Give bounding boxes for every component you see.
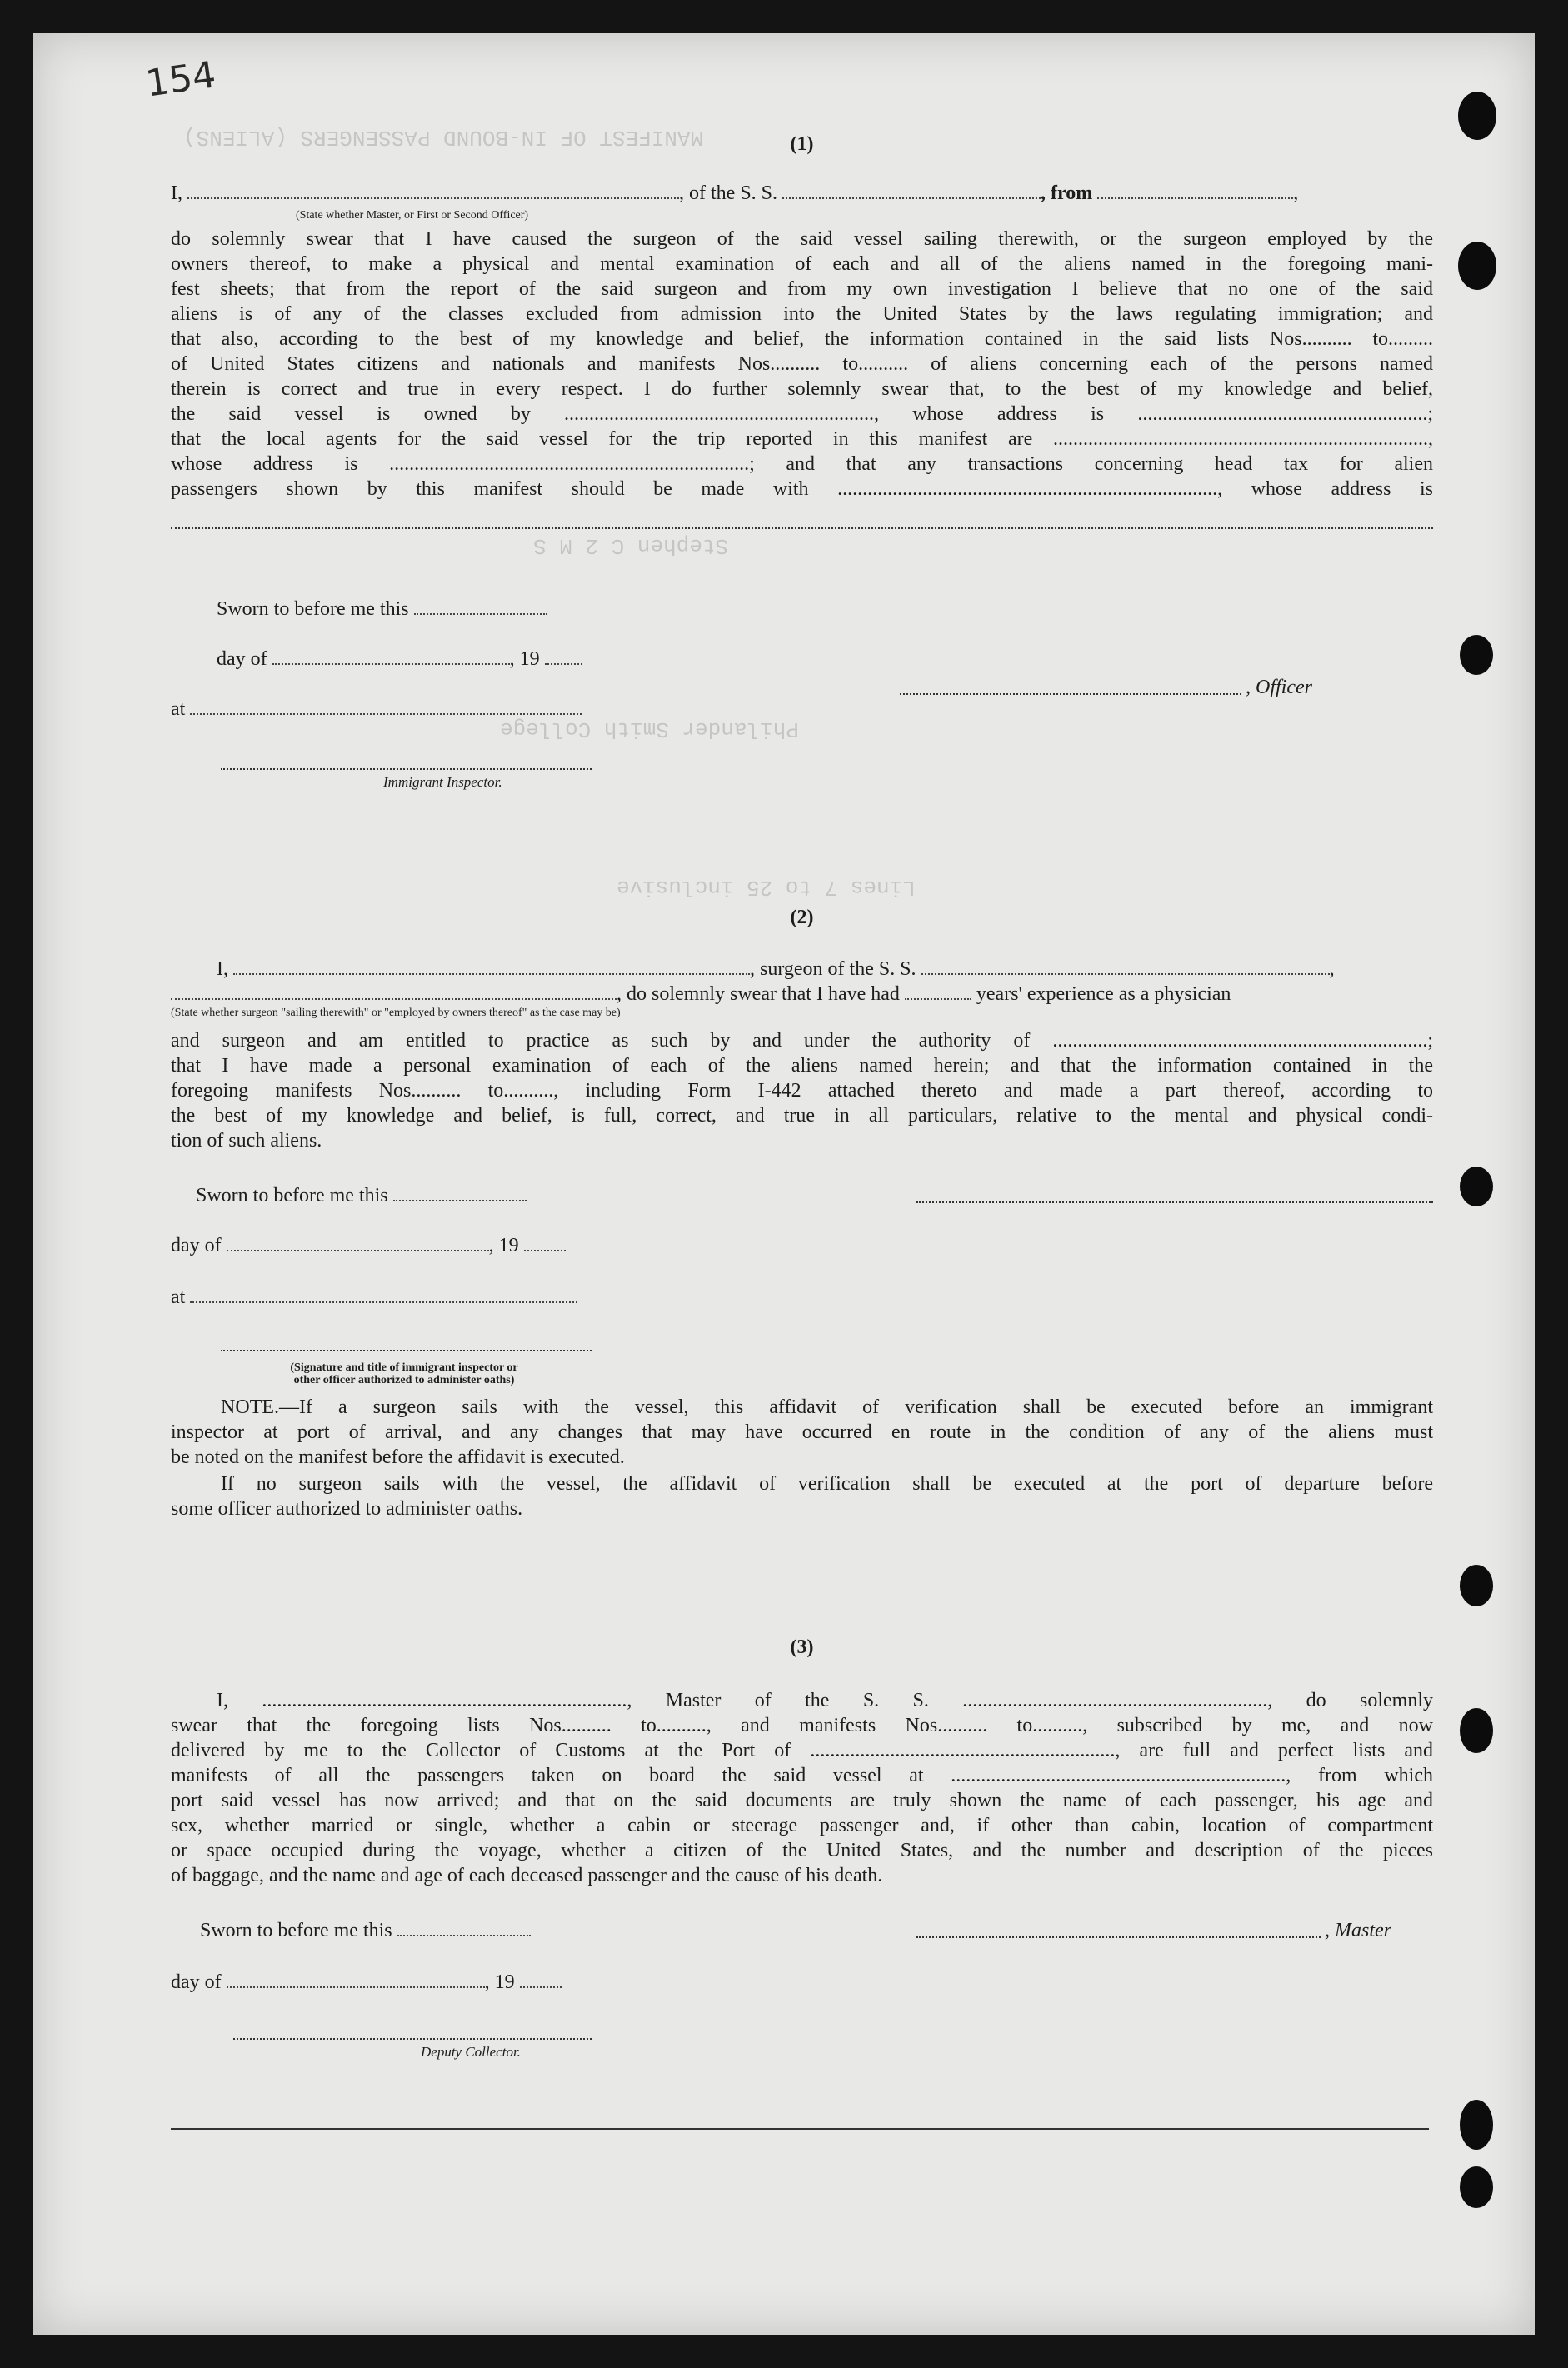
- para-line: and surgeon and am entitled to practice as such by and under the authority of ...........................................................................;: [171, 1030, 1433, 1052]
- para-line: of baggage, and the name and age of each deceased passenger and the cause of his death.: [171, 1865, 883, 1886]
- note-line: NOTE.—If a surgeon sails with the vessel, this affidavit of verification shall be executed before an immigrant: [221, 1396, 1433, 1418]
- day-of-label: day of: [171, 1971, 222, 1993]
- para-line: foregoing manifests Nos.......... to.........., including Form I-442 attached thereto and made a part thereof, according to: [171, 1080, 1433, 1102]
- i-label: I,: [217, 958, 228, 980]
- surgeon-signature-blank: [916, 1201, 1433, 1203]
- surgeon-note: (State whether surgeon "sailing therewith" or "employed by owners thereof" as the case may be): [171, 1007, 621, 1019]
- officer-signature-blank: [900, 693, 1241, 695]
- sworn-line: [196, 1183, 779, 1208]
- bleed-through-text: Philander Smith College: [500, 717, 799, 742]
- para-line: tion of such aliens.: [171, 1130, 322, 1152]
- para-line: aliens is of any of the classes excluded from admission into the United States by the laws regulating immigration; and: [171, 303, 1433, 325]
- ss-label: , of the S. S.: [679, 182, 778, 204]
- punch-hole: [1458, 92, 1496, 140]
- document-page: [33, 33, 1535, 2335]
- swear-label: , do solemnly swear that I have had: [617, 983, 900, 1005]
- para-line: that I have made a personal examination of each of the aliens named herein; and that the information contained in the: [171, 1055, 1433, 1077]
- para-line: port said vessel has now arrived; and that on the said documents are truly shown the name of each passenger, his age and: [171, 1790, 1433, 1811]
- at-label: at: [171, 1286, 186, 1308]
- year-label: , 19: [488, 1235, 519, 1256]
- at-line: [171, 697, 754, 722]
- i-label: I,: [171, 182, 182, 204]
- at-label: at: [171, 698, 186, 720]
- immigrant-inspector-label: Immigrant Inspector.: [383, 774, 502, 790]
- para-line: passengers shown by this manifest should be made with ............................................................................, whose address is: [171, 478, 1433, 500]
- para-line: therein is correct and true in every respect. I do further solemnly swear that, to the best of my knowledge and belief,: [171, 378, 1433, 400]
- punch-hole: [1460, 1167, 1493, 1206]
- punch-hole: [1458, 242, 1496, 290]
- master-oath-line: [171, 181, 1433, 206]
- inspector-signature-blank: [221, 1350, 592, 1351]
- at-line: [171, 1285, 754, 1310]
- para-line: the best of my knowledge and belief, is full, correct, and true in all particulars, relative to the mental and physical condi-: [171, 1105, 1433, 1127]
- sworn-label: Sworn to before me this: [200, 1920, 392, 1941]
- para-line: manifests of all the passengers taken on board the said vessel at ..................................................................., from which: [171, 1765, 1433, 1786]
- day-of-label: day of: [217, 648, 267, 670]
- day-of-line: [171, 1970, 754, 1995]
- handwritten-page-number: 154: [142, 53, 219, 106]
- punch-hole: [1460, 635, 1493, 675]
- comma: ,: [1293, 182, 1299, 204]
- day-of-line: [171, 1233, 754, 1258]
- officer-label: , Officer: [1246, 677, 1312, 698]
- punch-hole: [1460, 2100, 1493, 2150]
- signature-note: (Signature and title of immigrant inspector or: [290, 1361, 518, 1374]
- day-of-line: [217, 647, 800, 672]
- bleed-through-text: Stephen C 2 M S: [533, 533, 729, 558]
- bleed-through-text: MANIFEST OF IN-BOUND PASSENGERS (ALIENS): [183, 125, 704, 150]
- sworn-line: [200, 1918, 783, 1943]
- address-blank: [171, 527, 1433, 529]
- para-line: or space occupied during the voyage, whether a citizen of the United States, and the number and description of the pieces: [171, 1840, 1433, 1861]
- note-line: If no surgeon sails with the vessel, the affidavit of verification shall be executed at the port of departure before: [221, 1473, 1433, 1495]
- punch-hole: [1460, 1565, 1493, 1606]
- note-line: inspector at port of arrival, and any changes that may have occurred en route in the condition of any of the aliens must: [171, 1421, 1433, 1443]
- master-label: , Master: [1325, 1920, 1391, 1941]
- surgeon-label: , surgeon of the S. S.: [750, 958, 916, 980]
- punch-hole: [1460, 1708, 1493, 1753]
- para-line: do solemnly swear that I have caused the surgeon of the said vessel sailing therewith, or the surgeon employed by the: [171, 228, 1433, 250]
- from-label: , from: [1041, 182, 1093, 204]
- experience-line: [171, 982, 1433, 1007]
- year-label: , 19: [509, 648, 540, 670]
- officer-note: (State whether Master, or First or Second Officer): [296, 209, 529, 222]
- sworn-label: Sworn to before me this: [217, 598, 409, 620]
- para-line: I, ........................................................................., Master of the S. S. ............................................................., do solemnly: [217, 1690, 1433, 1711]
- master-signature-blank: [916, 1936, 1321, 1938]
- section-2-heading: (2): [790, 907, 814, 928]
- day-of-label: day of: [171, 1235, 222, 1256]
- years-label: years' experience as a physician: [976, 983, 1231, 1005]
- surgeon-line: [217, 957, 1433, 982]
- para-line: delivered by me to the Collector of Customs at the Port of ............................................................., are full and perfect lists and: [171, 1740, 1433, 1761]
- para-line: the said vessel is owned by .............................................................., whose address is ..........................................................;: [171, 403, 1433, 425]
- section-1-heading: (1): [790, 133, 814, 155]
- sworn-label: Sworn to before me this: [196, 1185, 388, 1206]
- deputy-collector-label: Deputy Collector.: [421, 2044, 521, 2060]
- note-line: some officer authorized to administer oaths.: [171, 1498, 523, 1520]
- para-line: whose address is ........................................................................; and that any transactions concerning head tax for alien: [171, 453, 1433, 475]
- para-line: sex, whether married or single, whether a cabin or steerage passenger and, if other than cabin, location of compartment: [171, 1815, 1433, 1836]
- para-line: swear that the foregoing lists Nos.......... to.........., and manifests Nos.......... to.........., subscribed by me, and now: [171, 1715, 1433, 1736]
- para-line: owners thereof, to make a physical and mental examination of each and all of the aliens named in the foregoing mani-: [171, 253, 1433, 275]
- comma: ,: [1329, 958, 1335, 980]
- signature-note: other officer authorized to administer oaths): [293, 1374, 515, 1386]
- note-line: be noted on the manifest before the affidavit is executed.: [171, 1446, 625, 1468]
- sworn-line: [217, 597, 800, 622]
- bottom-rule: [171, 2128, 1429, 2130]
- year-label: , 19: [484, 1971, 515, 1993]
- bleed-through-text: Lines 7 to 25 inclusive: [617, 875, 916, 900]
- punch-hole: [1460, 2166, 1493, 2208]
- para-line: of United States citizens and nationals and manifests Nos.......... to.......... of aliens concerning each of the persons named: [171, 353, 1433, 375]
- para-line: that the local agents for the said vessel for the trip reported in this manifest are ...........................................................................,: [171, 428, 1433, 450]
- section-3-heading: (3): [790, 1636, 814, 1658]
- para-line: that also, according to the best of my knowledge and belief, the information contained in the said lists Nos.......... to.........: [171, 328, 1433, 350]
- para-line: fest sheets; that from the report of the said surgeon and from my own investigation I believe that no one of the said: [171, 278, 1433, 300]
